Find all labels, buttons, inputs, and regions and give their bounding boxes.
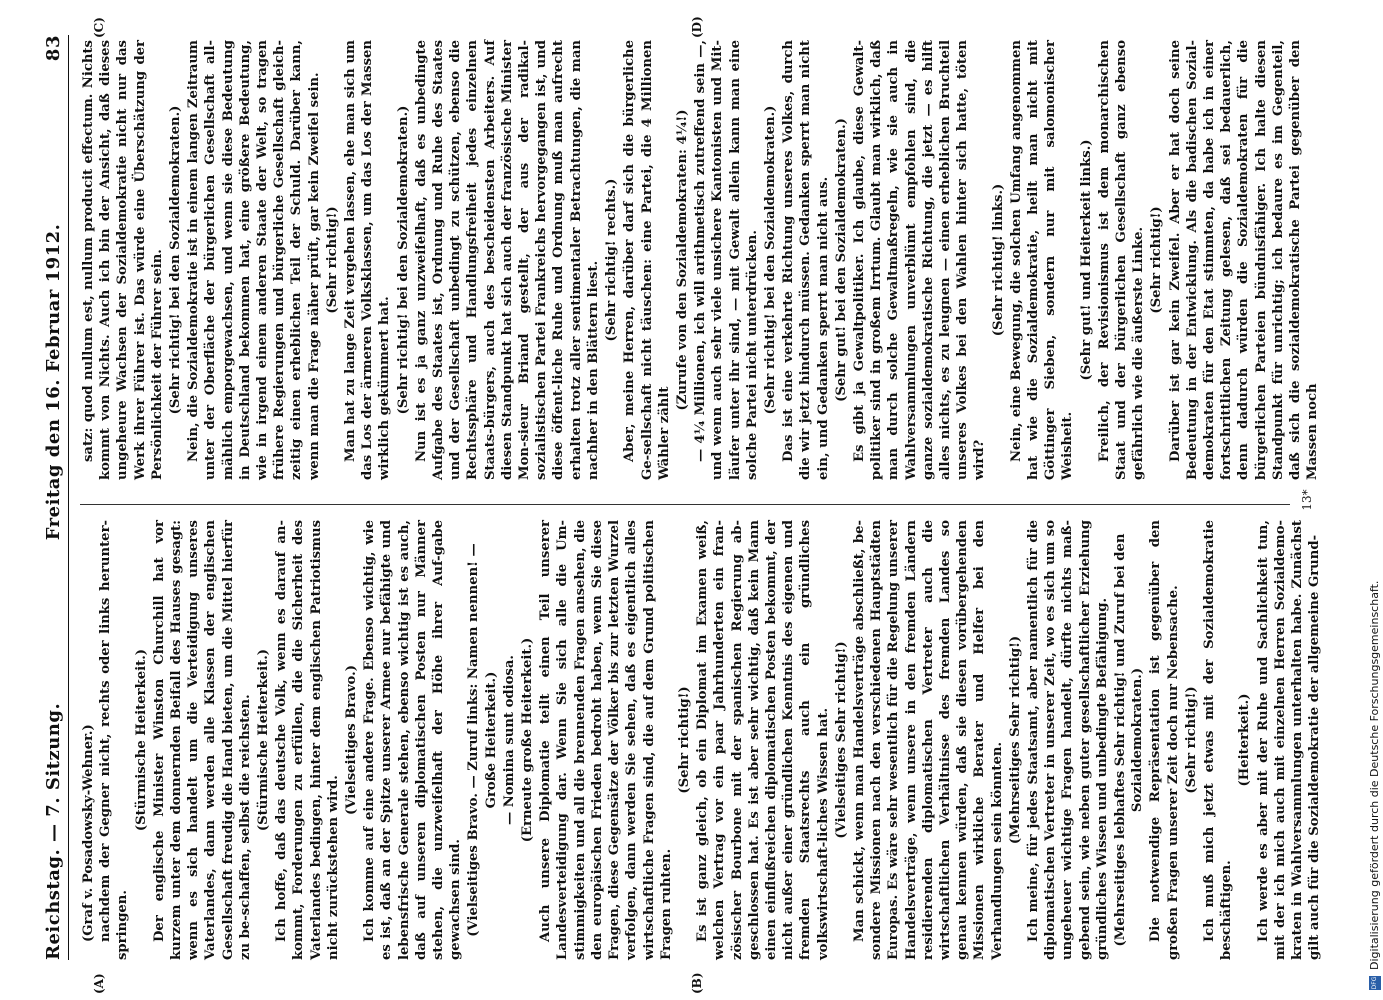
interjection: (Sehr richtig!): [1183, 686, 1199, 794]
paragraph: Die notwendige Repräsentation ist gegenüber den großen Fragen unserer Zeit doch nur Nebensache.: [1148, 520, 1181, 960]
interjection: (Stürmische Heiterkeit.): [133, 648, 149, 832]
paragraph: Ich werde es aber mit der Ruhe und Sachlichkeit tun, mit der ich mich auch mit einzelnen Herren Sozialdemo-kraten in Wahlversammlungen unterhalten habe. Zunächst gilt auch für die Sozialdemokratie der allgemeine Grund-: [1255, 520, 1323, 960]
paragraph: Es gibt ja Gewaltpolitiker. Ich glaube, diese Gewalt-politiker sind in großem Irrtum. Glaubt man wirklich, daß man durch solche Gewaltmaßregeln, wie sie auch in Wahlversammlungen unverblümt empfohlen sind, die ganze sozialdemokratische Richtung, die jetzt — es hilft alles nichts, es zu leugnen — einen erheblichen Bruchteil unseres Volkes bei den Wahlen hinter sich hatte, töten wird?: [851, 40, 988, 480]
right-column: [80, 40, 1321, 480]
margin-mark-b: (B): [690, 972, 704, 994]
paragraph: Ich meine, für jedes Staatsamt, aber namentlich für die diplomatischen Vertreter in unserer Zeit, wo es sich um so ungeheuer wichtige Fragen handelt, dürfte nichts maß-gebend sein, wie neben guter gesellschaftlicher Erziehung gründliches Wissen und unbedingte Befähigung.: [1025, 520, 1110, 960]
paragraph: Aber, meine Herren, darüber darf sich die bürgerliche Ge-sellschaft nicht täuschen: eine Partei, die 4 Millionen Wähler zählt: [622, 40, 672, 480]
paragraph: satz: quod nullum est, nullum producit effectum. Nichts kommt von Nichts. Auch ich bin der Ansicht, daß dieses ungeheure Wachsen der Sozialdemokratie nicht nur das Werk ihrer Führer ist. Das würde eine Überschätzung der Persönlichkeit der Führer sein.: [81, 40, 165, 480]
margin-mark-a: (A): [92, 973, 106, 994]
interjection: (Sehr richtig!): [324, 206, 340, 314]
header-date: Freitag den 16. Februar 1912.: [43, 223, 64, 541]
paragraph: Man hat zu lange Zeit vergehen lassen, ehe man sich um das Los der ärmeren Volksklassen, um das Los der Massen wirklich gekümmert hat.: [343, 40, 393, 480]
interjection: — Nomina sunt odiosa.: [501, 655, 517, 825]
paragraph: — 4¼ Millionen, ich will arithmetisch zutreffend sein —, und wenn auch sehr viele unsichere Kantonisten und Mit-läufer unter ihr sind, — mit Gewalt allein kann man eine solche Partei nicht unterdrücken.: [693, 40, 760, 480]
paragraph: (Graf v. Posadowsky-Wehner.): [81, 724, 96, 942]
interjection: (Stürmische Heiterkeit.): [256, 648, 272, 832]
interjection: (Sehr gut! und Heiterkeit links.): [1078, 139, 1094, 381]
credit-text: Digitalisierung gefördert durch die Deutsche Forschungsgemeinschaft.: [1368, 580, 1381, 970]
margin-mark-d: (D): [690, 16, 704, 38]
interjection: (Sehr richtig!): [676, 686, 692, 794]
page-header: [28, 35, 69, 960]
paragraph: Ich komme auf eine andere Frage. Ebenso wichtig, wie es ist, daß an der Spitze unserer Armee nur befähigte und lebensfrische Generale stehen, ebenso wichtig ist es auch, daß auf unseren diplomatischen Posten nur Männer stehen, die unzweifelhaft der Höhe ihrer Auf-gabe gewachsen sind.: [362, 520, 464, 960]
interjection: (Vielseitiges Sehr richtig!): [833, 641, 849, 839]
page-footer: 13*: [1300, 489, 1314, 511]
interjection: (Sehr richtig! bei den Sozialdemokraten.): [762, 105, 778, 415]
margin-mark-c: (C): [92, 17, 106, 38]
dfg-logo-icon: DFG: [1369, 976, 1381, 990]
column-divider: [80, 504, 1290, 505]
interjection: (Zurufe von den Sozialdemokraten: 4¼!): [674, 109, 690, 411]
digitization-credit: [1368, 20, 1381, 990]
paragraph: Ich hoffe, daß das deutsche Volk, wenn es darauf an-kommt, Forderungen zu erfüllen, die die Sicherheit des Vaterlandes bedingen, hinter dem englischen Patriotismus nicht zurückstehen wird.: [274, 520, 341, 960]
interjection: (Mehrseitiges lebhaftes Sehr richtig! und Zuruf bei den Sozialdemokraten.): [1112, 533, 1146, 947]
header-left: Reichstag. — 7. Sitzung.: [43, 702, 64, 960]
interjection: (Sehr richtig! bei den Sozialdemokraten.): [395, 105, 411, 415]
interjection: (Heiterkeit.): [1237, 693, 1253, 787]
paragraph: Es ist ganz gleich, ob ein Diplomat im Examen weiß, welchen Vertrag vor ein paar Jahrhunderten ein fran-zösischer Bourbone mit der spanischen Regierung ab-geschlossen hat. Es ist aber sehr wichtig, daß kein Mann einen einflußreichen diplomatischen Posten bekommt, der nicht außer einer gründlichen Kenntnis des eigenen und fremden Staatsrechts auch ein gründliches volkswirtschaft-liches Wissen hat.: [695, 520, 831, 960]
paragraph: Nein, die Sozialdemokratie ist in einem langen Zeitraum unter der Oberfläche der bürgerlichen Gesellschaft all-mählich emporgewachsen, und wenn sie diese Bedeutung in Deutschland bekommen hat, eine größere Bedeutung, wie in irgend einem anderen Staate der Welt, so tragen frühere Regierungen und bürgerliche Gesellschaft gleich-zeitig einen erheblichen Teil der Schuld. Darüber kann, wenn man die Frage näher prüft, gar kein Zweifel sein.: [186, 40, 322, 480]
interjection: (Sehr richtig! links.): [990, 183, 1006, 337]
interjection: (Erneute große Heiterkeit.): [520, 637, 536, 843]
interjection: (Sehr richtig! bei den Sozialdemokraten.): [168, 105, 184, 415]
page-number: 83: [43, 35, 64, 62]
interjection: (Sehr richtig! rechts.): [604, 178, 620, 342]
interjection: (Vielseitiges Bravo. — Zuruf links: Namen nennen! — Große Heiterkeit.): [466, 543, 499, 937]
paragraph: Auch unsere Diplomatie teilt einen Teil unserer Landesverteidigung dar. Wenn Sie sich alle die Um-stimmigkeiten und all die brennenden Fragen ansehen, die den europäischen Frieden bedroht haben, wenn Sie diese Fragen, diese Gegensätze der Völker bis zur letzten Wurzel verfolgen, dann werden Sie sehen, daß es eigentlich alles wirtschaftliche Fragen sind, die auf dem Grund politischen Fragen ruhten.: [538, 520, 674, 960]
paragraph: nachdem der Gegner nicht, rechts oder links herunter-springen.: [98, 520, 131, 960]
paragraph: Man schickt, wenn man Handelsverträge abschließt, be-sondere Missionen nach den verschiedenen Hauptstädten Europas. Es wäre sehr wesentlich für die Regelung unserer Handelsverträge, wenn unsere in den fremden Ländern residierenden diplomatischen Vertreter auch die wirtschaftlichen Verhältnisse des fremden Landes so genau kennen würden, daß sie diesen vorübergehenden Missionen wirkliche Berater und Helfer bei den Verhandlungen sein könnten.: [851, 520, 1005, 960]
paragraph: Nein, eine Bewegung, die solchen Umfang angenommen hat wie die Sozialdemokratie, heilt man nicht mit Göttinger Sieben, sondern nur mit salomonischer Weisheit.: [1008, 40, 1076, 480]
interjection: (Mehrseitiges Sehr richtig!): [1007, 635, 1023, 845]
paragraph: Freilich, der Revisionismus ist dem monarchischen Staat und der bürgerlichen Gesellschaft ganz ebenso gefährlich wie die äußerste Linke.: [1096, 40, 1147, 480]
paragraph: Darüber ist gar kein Zweifel. Aber er hat doch seine Bedeutung in der Entwicklung. Als die badischen Sozial-demokraten für den Etat stimmten, da habe ich in einer fortschrittlichen Zeitung gelesen, daß sei bedauerlich, denn dadurch würden die Sozialdemokraten für die bürgerlichen Parteien bündnisfähiger. Ich halte diesen Standpunkt für unrichtig; ich bedaure es im Gegenteil, daß sich die sozialdemokratische Partei gegenüber den Massen noch: [1167, 40, 1321, 480]
paragraph: Der englische Minister Winston Churchill hat vor kurzem unter dem donnernden Beifall des Hauses gesagt: wenn es sich handelt um die Verteidigung unseres Vaterlandes, dann werden alle Klassen der englischen Gesellschaft freudig die Hand bieten, um die Mittel hierfür zu be-schaffen, selbst die reichsten.: [151, 520, 253, 960]
paragraph: Ich muß mich jetzt etwas mit der Sozialdemokratie beschäftigen.: [1202, 520, 1235, 960]
interjection: (Sehr richtig!): [1149, 206, 1165, 314]
interjection: (Vielseitiges Bravo.): [344, 665, 360, 815]
interjection: (Sehr gut! bei den Sozialdemokraten.): [833, 118, 849, 402]
paragraph: Das ist eine verkehrte Richtung unseres Volkes, durch die wir jetzt hindurch müssen. Gedanken sperrt man nicht ein, und Gedanken sperrt man nicht aus.: [781, 40, 831, 480]
left-column: [80, 520, 1323, 960]
paragraph: Nun ist es ja ganz unzweifelhaft, daß es unbedingte Aufgabe des Staates ist, Ordnung und Ruhe des Staates und der Gesellschaft unbedingt zu schützen, ebenso die Rechtssphäre und Handlungsfreiheit jedes einzelnen Staats-bürgers, auch des bescheidensten Arbeiters. Auf diesen Standpunkt hat sich auch der französische Minister Mon-sieur Briand gestellt, der aus der radikal-sozialistischen Partei Frankreichs hervorgegangen ist, und diese öffent-liche Ruhe und Ordnung muß man aufrecht erhalten trotz aller sentimentaler Betrachtungen, die man nachher in den Blättern liest.: [413, 40, 601, 480]
